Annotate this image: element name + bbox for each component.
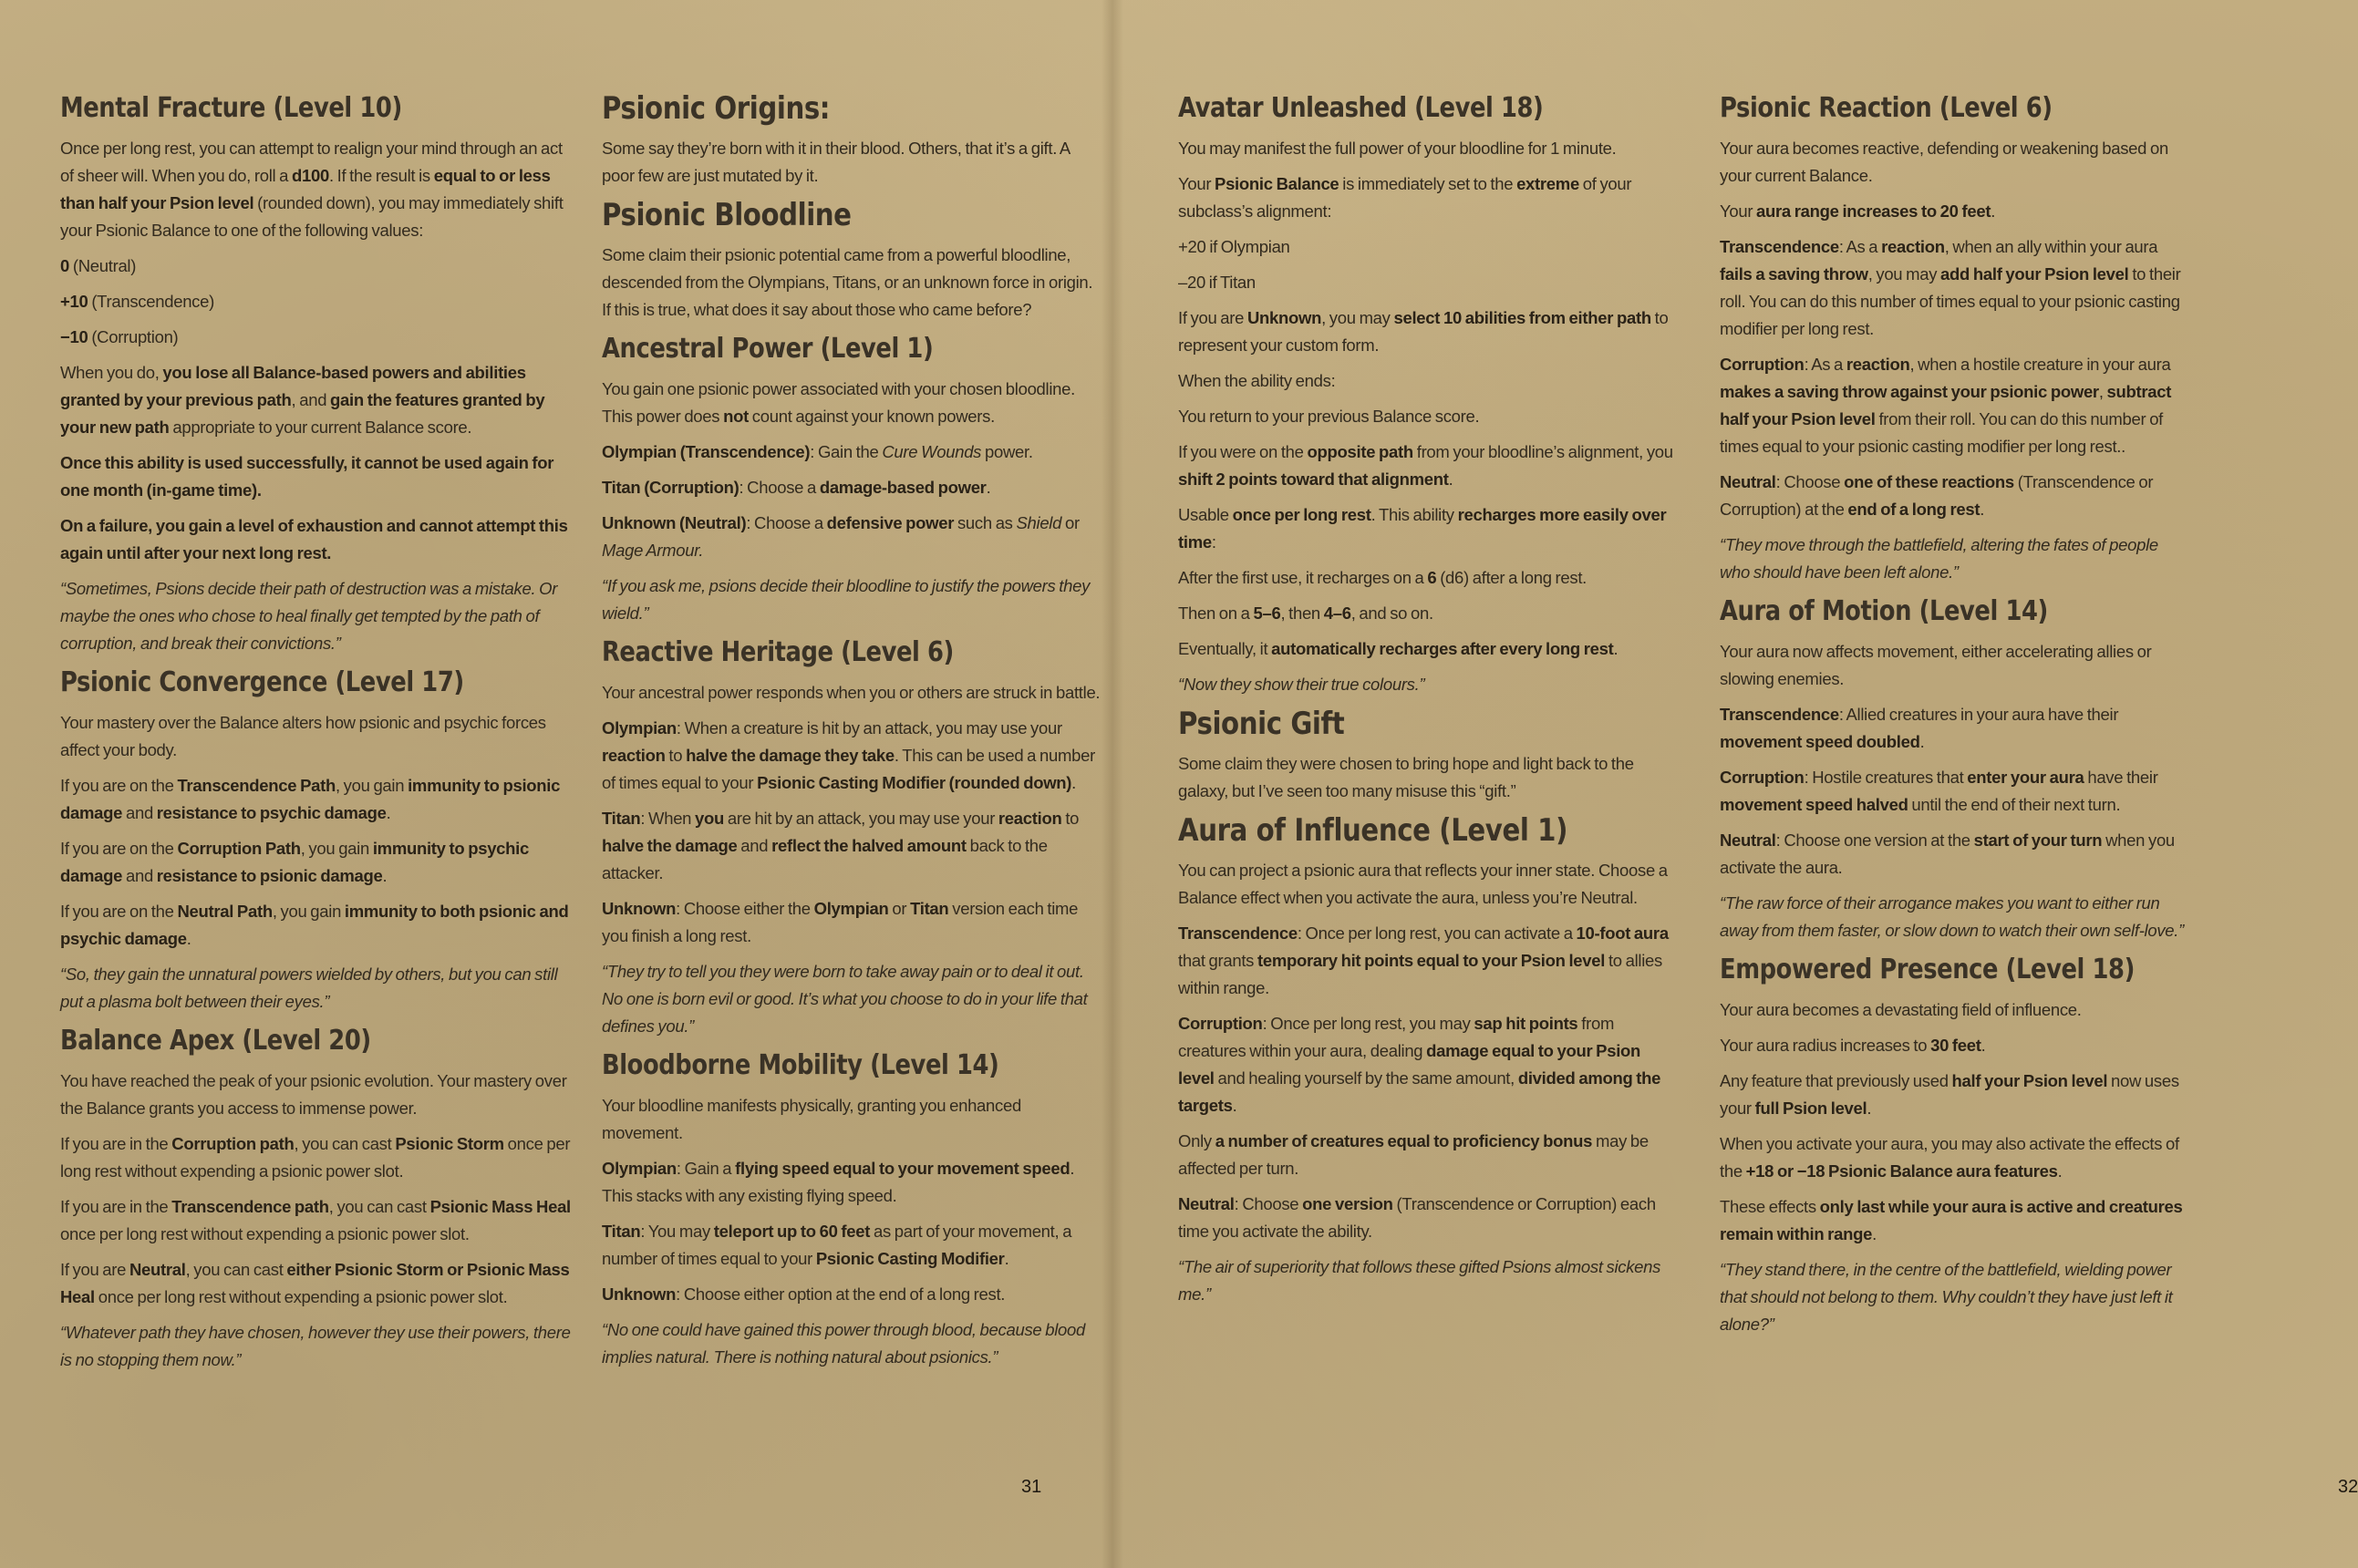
paragraph: If you were on the opposite path from your bloodline’s alignment, you shift 2 points toward that alignment. (1178, 442, 1673, 489)
flavor-quote: “No one could have gained this power through blood, because blood implies natural. There is nothing natural about psionics.” (602, 1320, 1086, 1367)
flavor-quote: “Whatever path they have chosen, however they use their powers, there is no stopping them now.” (60, 1323, 571, 1369)
heading-empowered-presence: Empowered Presence (Level 18) (1720, 954, 2135, 985)
heading-aura-of-motion: Aura of Motion (Level 14) (1720, 595, 2048, 627)
balance-value: −10 (Corruption) (60, 327, 179, 346)
paragraph: Some claim they were chosen to bring hope and light back to the galaxy, but I’ve seen too many misuse this “gift.” (1178, 754, 1634, 800)
paragraph: Unknown (Neutral): Choose a defensive power such as Shield or Mage Armour. (602, 513, 1080, 560)
paragraph: Eventually, it automatically recharges after every long rest. (1178, 639, 1619, 658)
paragraph: Only a number of creatures equal to proficiency bonus may be affected per turn. (1178, 1131, 1649, 1178)
flavor-quote: “They try to tell you they were born to take away pain or to deal it out. No one is born evil or good. It’s what you choose to do in your life that defines you.” (602, 962, 1088, 1036)
paragraph: Olympian: When a creature is hit by an attack, you may use your reaction to halve the damage they take. This can be used a number of times equal to your Psionic Casting Modifier (rounded down). (602, 718, 1095, 792)
paragraph: Your Psionic Balance is immediately set to the extreme of your subclass’s alignment: (1178, 174, 1632, 221)
column-3 (1178, 84, 1678, 1316)
paragraph: Your aura now affects movement, either accelerating allies or slowing enemies. (1720, 642, 2152, 688)
paragraph: Then on a 5–6, then 4–6, and so on. (1178, 603, 1433, 623)
heading-aura-of-influence: Aura of Influence (Level 1) (1178, 812, 1568, 849)
heading-bloodborne-mobility: Bloodborne Mobility (Level 14) (602, 1049, 999, 1081)
flavor-quote: “The raw force of their arrogance makes you want to either run away from them faster, or slow down to watch their own self-love.” (1720, 893, 2184, 940)
paragraph: On a failure, you gain a level of exhaustion and cannot attempt this again until after your next long rest. (60, 516, 568, 562)
heading-psionic-bloodline: Psionic Bloodline (602, 197, 852, 233)
flavor-quote: “They stand there, in the centre of the battlefield, wielding power that should not belong to them. Why couldn’t they have just left it alone?” (1720, 1260, 2173, 1334)
paragraph: –20 if Titan (1178, 273, 1256, 292)
paragraph: When you activate your aura, you may also activate the effects of the +18 or −18 Psionic Balance aura features. (1720, 1134, 2179, 1181)
paragraph: When you do, you lose all Balance-based powers and abilities granted by your previous path, and gain the features granted by your new path appropriate to your current Balance score. (60, 363, 545, 437)
paragraph: If you are on the Corruption Path, you gain immunity to psychic damage and resistance to psionic damage. (60, 839, 529, 885)
flavor-quote: “So, they gain the unnatural powers wielded by others, but you can still put a plasma bolt between their eyes.” (60, 965, 558, 1011)
balance-value: +10 (Transcendence) (60, 292, 214, 311)
paragraph: You have reached the peak of your psionic evolution. Your mastery over the Balance grants you access to immense power. (60, 1071, 567, 1118)
paragraph: Corruption: Hostile creatures that enter your aura have their movement speed halved until the end of their next turn. (1720, 768, 2158, 814)
paragraph: +20 if Olympian (1178, 237, 1290, 256)
flavor-quote: “They move through the battlefield, altering the fates of people who should have been left alone.” (1720, 535, 2158, 582)
paragraph: Some say they’re born with it in their blood. Others, that it’s a gift. A poor few are just mutated by it. (602, 139, 1070, 185)
paragraph: After the first use, it recharges on a 6 (d6) after a long rest. (1178, 568, 1588, 587)
paragraph: You may manifest the full power of your bloodline for 1 minute. (1178, 139, 1617, 158)
balance-value: 0 (Neutral) (60, 256, 137, 275)
paragraph: Any feature that previously used half your Psion level now uses your full Psion level. (1720, 1071, 2179, 1118)
paragraph: Once per long rest, you can attempt to realign your mind through an act of sheer will. When you do, roll a d100. If the result is equal to or less than half your Psion level (rounded down), you may immediately shift your Psionic Balance to one of the following values: (60, 139, 564, 240)
paragraph: If you are on the Transcendence Path, you gain immunity to psionic damage and resistance to psychic damage. (60, 776, 561, 822)
paragraph: Titan (Corruption): Choose a damage-based power. (602, 478, 991, 497)
paragraph: When the ability ends: (1178, 371, 1336, 390)
paragraph: Your ancestral power responds when you or others are struck in battle. (602, 683, 1101, 702)
paragraph: These effects only last while your aura is active and creatures remain within range. (1720, 1197, 2183, 1243)
paragraph: Corruption: As a reaction, when a hostile creature in your aura makes a saving throw against your psionic power, subtract half your Psion level from their roll. You can do this number of times equal to your psionic casting modifier per long rest.. (1720, 355, 2172, 456)
flavor-quote: “The air of superiority that follows these gifted Psions almost sickens me.” (1178, 1257, 1661, 1304)
page-number-left: 31 (1021, 1477, 1042, 1497)
paragraph: Usable once per long rest. This ability recharges more easily over time: (1178, 505, 1667, 552)
paragraph: If you are on the Neutral Path, you gain immunity to both psionic and psychic damage. (60, 902, 569, 948)
heading-avatar-unleashed: Avatar Unleashed (Level 18) (1178, 92, 1544, 124)
paragraph: Transcendence: As a reaction, when an ally within your aura fails a saving throw, you may add half your Psion level to their roll. You can do this number of times equal to your psionic casting modifier per long rest. (1720, 237, 2181, 338)
paragraph: Corruption: Once per long rest, you may sap hit points from creatures within your aura, dealing damage equal to your Psion level and healing yourself by the same amount, divided among the targets. (1178, 1014, 1661, 1115)
paragraph: Titan: You may teleport up to 60 feet as part of your movement, a number of times equal to your Psionic Casting Modifier. (602, 1222, 1072, 1268)
paragraph: Unknown: Choose either the Olympian or Titan version each time you finish a long rest. (602, 899, 1079, 945)
paragraph: If you are Neutral, you can cast either Psionic Storm or Psionic Mass Heal once per long rest without expending a psionic power slot. (60, 1260, 570, 1306)
paragraph: Neutral: Choose one version (Transcendence or Corruption) each time you activate the ability. (1178, 1194, 1656, 1241)
flavor-quote: “If you ask me, psions decide their bloodline to justify the powers they wield.” (602, 576, 1091, 623)
paragraph: If you are in the Corruption path, you can cast Psionic Storm once per long rest without expending a psionic power slot. (60, 1134, 571, 1181)
paragraph: Some claim their psionic potential came from a powerful bloodline, descended from the Olympians, Titans, or an unknown force in origin. If this is true, what does it say about those who came before? (602, 245, 1093, 319)
paragraph: Titan: When you are hit by an attack, you may use your reaction to halve the damage and reflect the halved amount back to the attacker. (602, 809, 1080, 882)
paragraph: If you are Unknown, you may select 10 abilities from either path to represent your custom form. (1178, 308, 1669, 355)
paragraph: You can project a psionic aura that reflects your inner state. Choose a Balance effect when you activate the aura, unless you’re Neutral. (1178, 861, 1668, 907)
column-4 (1720, 84, 2185, 1346)
paragraph: Neutral: Choose one of these reactions (Transcendence or Corruption) at the end of a long rest. (1720, 472, 2154, 519)
heading-balance-apex: Balance Apex (Level 20) (60, 1025, 371, 1057)
column-2 (602, 84, 1101, 1379)
paragraph: Your aura radius increases to 30 feet. (1720, 1036, 1986, 1055)
paragraph: If you are in the Transcendence path, you can cast Psionic Mass Heal once per long rest without expending a psionic power slot. (60, 1197, 571, 1243)
paragraph: Unknown: Choose either option at the end of a long rest. (602, 1284, 1006, 1304)
column-1 (60, 84, 576, 1382)
paragraph: Your aura becomes a devastating field of influence. (1720, 1000, 2082, 1019)
heading-reactive-heritage: Reactive Heritage (Level 6) (602, 636, 954, 668)
heading-psionic-origins: Psionic Origins: (602, 90, 831, 127)
paragraph: You gain one psionic power associated with your chosen bloodline. This power does not count against your known powers. (602, 379, 1075, 426)
paragraph: Transcendence: Once per long rest, you can activate a 10-foot aura that grants temporary hit points equal to your Psion level to allies within range. (1178, 923, 1669, 997)
paragraph: Your bloodline manifests physically, granting you enhanced movement. (602, 1096, 1021, 1142)
paragraph: Your aura range increases to 20 feet. (1720, 201, 1996, 221)
page-number-right: 32 (2338, 1477, 2358, 1497)
paragraph: Olympian: Gain a flying speed equal to your movement speed. This stacks with any existing flying speed. (602, 1159, 1075, 1205)
paragraph: Your aura becomes reactive, defending or weakening based on your current Balance. (1720, 139, 2168, 185)
paragraph: Your mastery over the Balance alters how psionic and psychic forces affect your body. (60, 713, 546, 759)
heading-psionic-reaction: Psionic Reaction (Level 6) (1720, 92, 2053, 124)
paragraph: Once this ability is used successfully, it cannot be used again for one month (in-game time). (60, 453, 554, 500)
paragraph: Neutral: Choose one version at the start of your turn when you activate the aura. (1720, 830, 2175, 877)
paragraph: Olympian (Transcendence): Gain the Cure Wounds power. (602, 442, 1033, 461)
heading-ancestral-power: Ancestral Power (Level 1) (602, 333, 934, 365)
flavor-quote: “Now they show their true colours.” (1178, 675, 1425, 694)
paragraph: Transcendence: Allied creatures in your aura have their movement speed doubled. (1720, 705, 2119, 751)
flavor-quote: “Sometimes, Psions decide their path of destruction was a mistake. Or maybe the ones who chose to heal finally get tempted by the path of corruption, and break their convictions.” (60, 579, 558, 653)
page-left (0, 0, 1112, 1568)
heading-psionic-gift: Psionic Gift (1178, 706, 1345, 742)
paragraph: You return to your previous Balance score. (1178, 407, 1480, 426)
heading-mental-fracture: Mental Fracture (Level 10) (60, 92, 402, 124)
heading-psionic-convergence: Psionic Convergence (Level 17) (60, 666, 464, 698)
